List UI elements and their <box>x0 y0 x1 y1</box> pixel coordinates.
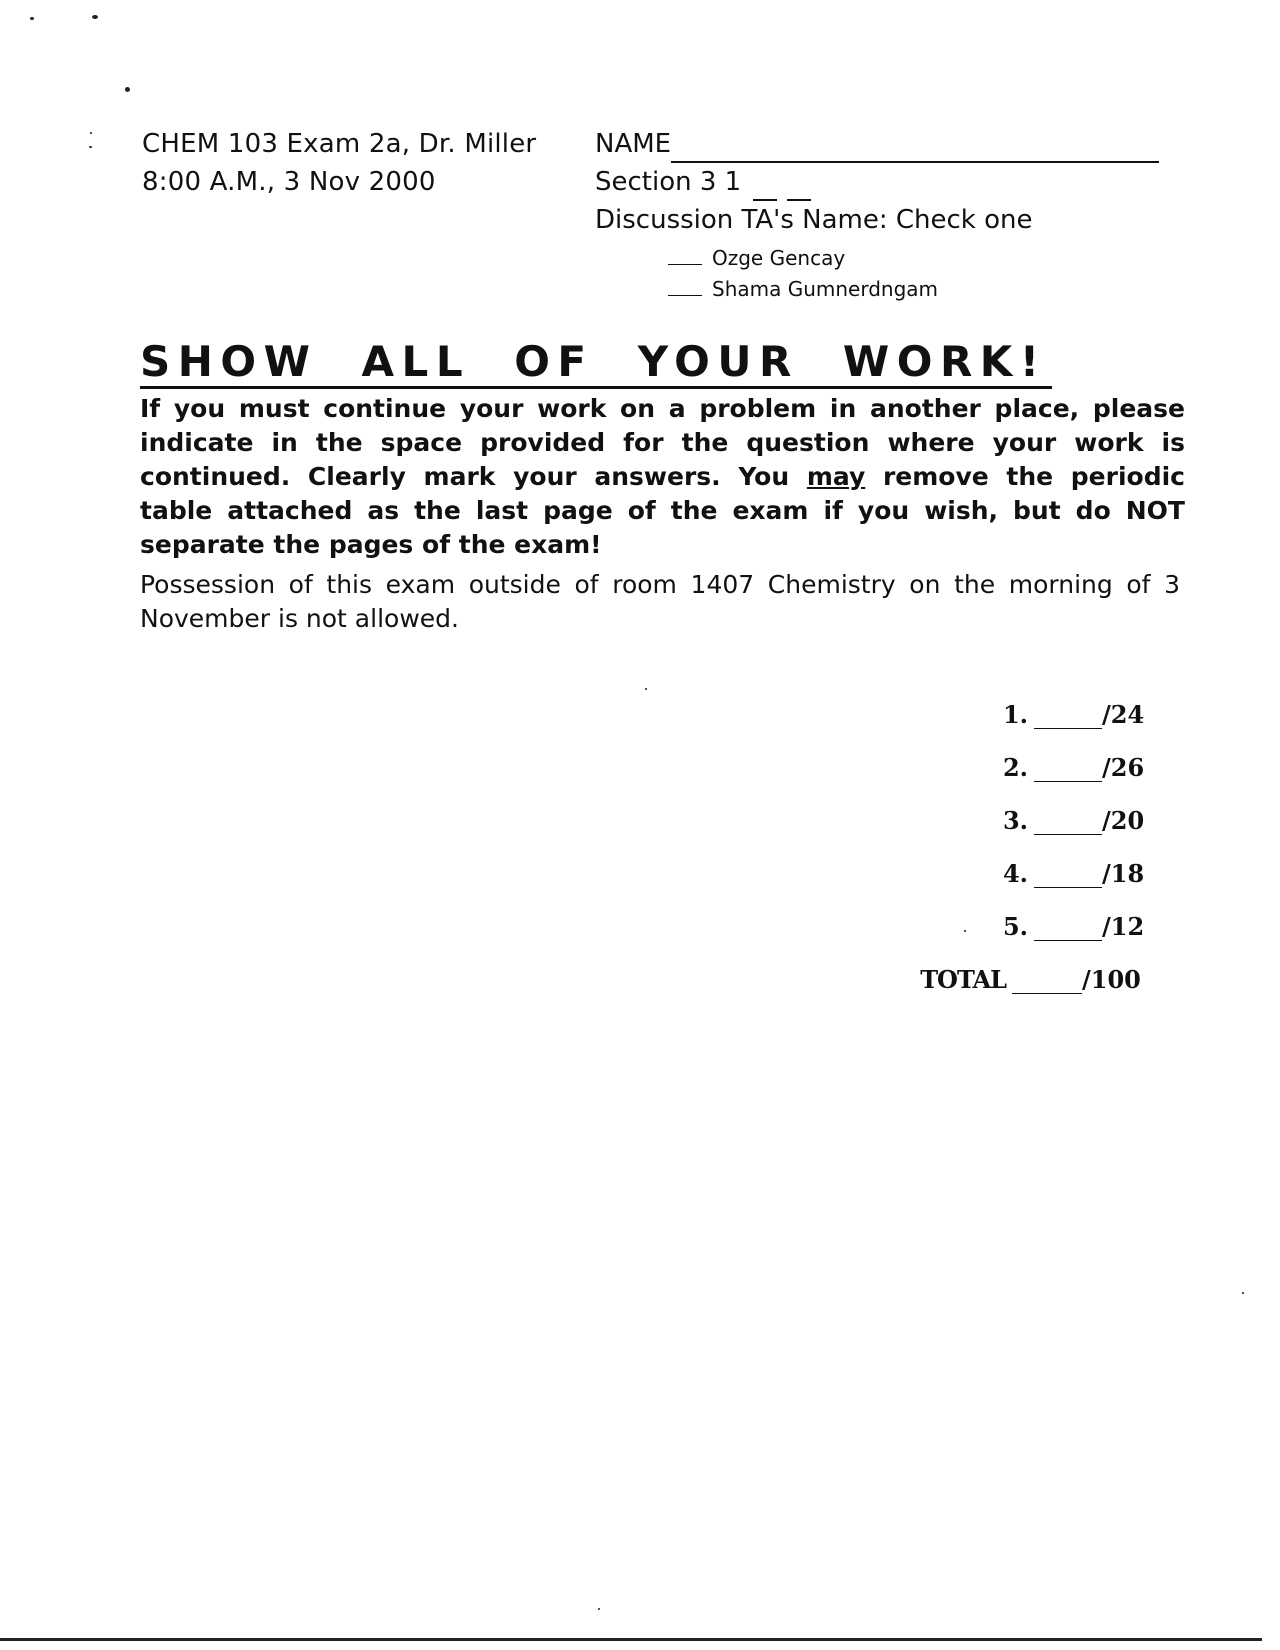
question-number: 3. <box>1002 806 1028 835</box>
section-label: Section 3 1 <box>595 167 742 197</box>
instructions-text: If you must continue your work on a problem in another place, please indicate in the space provided for the question where your work is continued. Clearly mark your answers. You <box>140 394 1185 491</box>
score-field[interactable] <box>1034 759 1102 782</box>
scan-speck <box>964 930 966 932</box>
score-row <box>952 729 1144 782</box>
score-field[interactable] <box>1034 918 1102 941</box>
show-work-banner: SHOW ALL OF YOUR WORK! <box>140 338 1052 389</box>
ta-check-field[interactable] <box>668 277 702 296</box>
total-max: /100 <box>1082 965 1141 994</box>
score-max: /20 <box>1102 806 1145 835</box>
score-max: /18 <box>1102 859 1145 888</box>
ta-option-label: Ozge Gencay <box>712 246 846 270</box>
scan-speck <box>1242 1292 1244 1294</box>
instructions-text: remove the periodic table attached as the last page of the exam if you wish, but do NOT separate the pages of the exam! <box>140 462 1185 559</box>
score-max: /26 <box>1102 753 1145 782</box>
section-digit-field[interactable] <box>787 173 811 201</box>
scan-speck <box>30 17 34 20</box>
total-row <box>918 941 1144 994</box>
score-field[interactable] <box>1034 706 1102 729</box>
scan-speck <box>89 146 92 148</box>
ta-options <box>668 243 938 305</box>
scan-speck <box>125 87 130 92</box>
score-row <box>952 888 1144 941</box>
total-score-field[interactable] <box>1012 971 1082 994</box>
ta-option <box>668 243 938 274</box>
exam-header-info <box>142 125 536 201</box>
question-number: 2. <box>1002 753 1028 782</box>
instructions-underlined: may <box>806 462 866 491</box>
score-field[interactable] <box>1034 812 1102 835</box>
score-row <box>952 676 1144 729</box>
scan-speck <box>598 1608 600 1610</box>
ta-option <box>668 274 938 305</box>
name-row <box>595 125 1159 163</box>
name-label: NAME <box>595 129 672 159</box>
scan-speck <box>90 132 92 134</box>
scan-speck <box>92 15 98 19</box>
scan-speck <box>645 688 647 690</box>
score-max: /12 <box>1102 912 1145 941</box>
score-row <box>952 835 1144 888</box>
date-line: 8:00 A.M., 3 Nov 2000 <box>142 167 436 197</box>
question-number: 4. <box>1002 859 1028 888</box>
score-table <box>920 676 1145 994</box>
question-number: 5. <box>1002 912 1028 941</box>
name-field[interactable] <box>671 135 1159 163</box>
page-bottom-edge <box>0 1638 1262 1641</box>
score-row <box>952 782 1144 835</box>
question-number: 1. <box>1002 700 1028 729</box>
score-field[interactable] <box>1034 865 1102 888</box>
ta-option-label: Shama Gumnerdngam <box>712 277 939 301</box>
score-max: /24 <box>1102 700 1145 729</box>
total-label: TOTAL <box>920 965 1006 994</box>
ta-check-field[interactable] <box>668 246 702 265</box>
course-line: CHEM 103 Exam 2a, Dr. Miller <box>142 129 537 159</box>
section-digit-field[interactable] <box>753 173 777 201</box>
possession-note: Possession of this exam outside of room 1407 Chemistry on the morning of 3 November is not allowed. <box>140 570 1180 633</box>
section-row <box>595 163 1159 201</box>
ta-prompt: Discussion TA's Name: Check one <box>595 205 1033 235</box>
instructions-paragraph <box>140 392 1185 562</box>
student-info-block <box>595 125 1159 239</box>
